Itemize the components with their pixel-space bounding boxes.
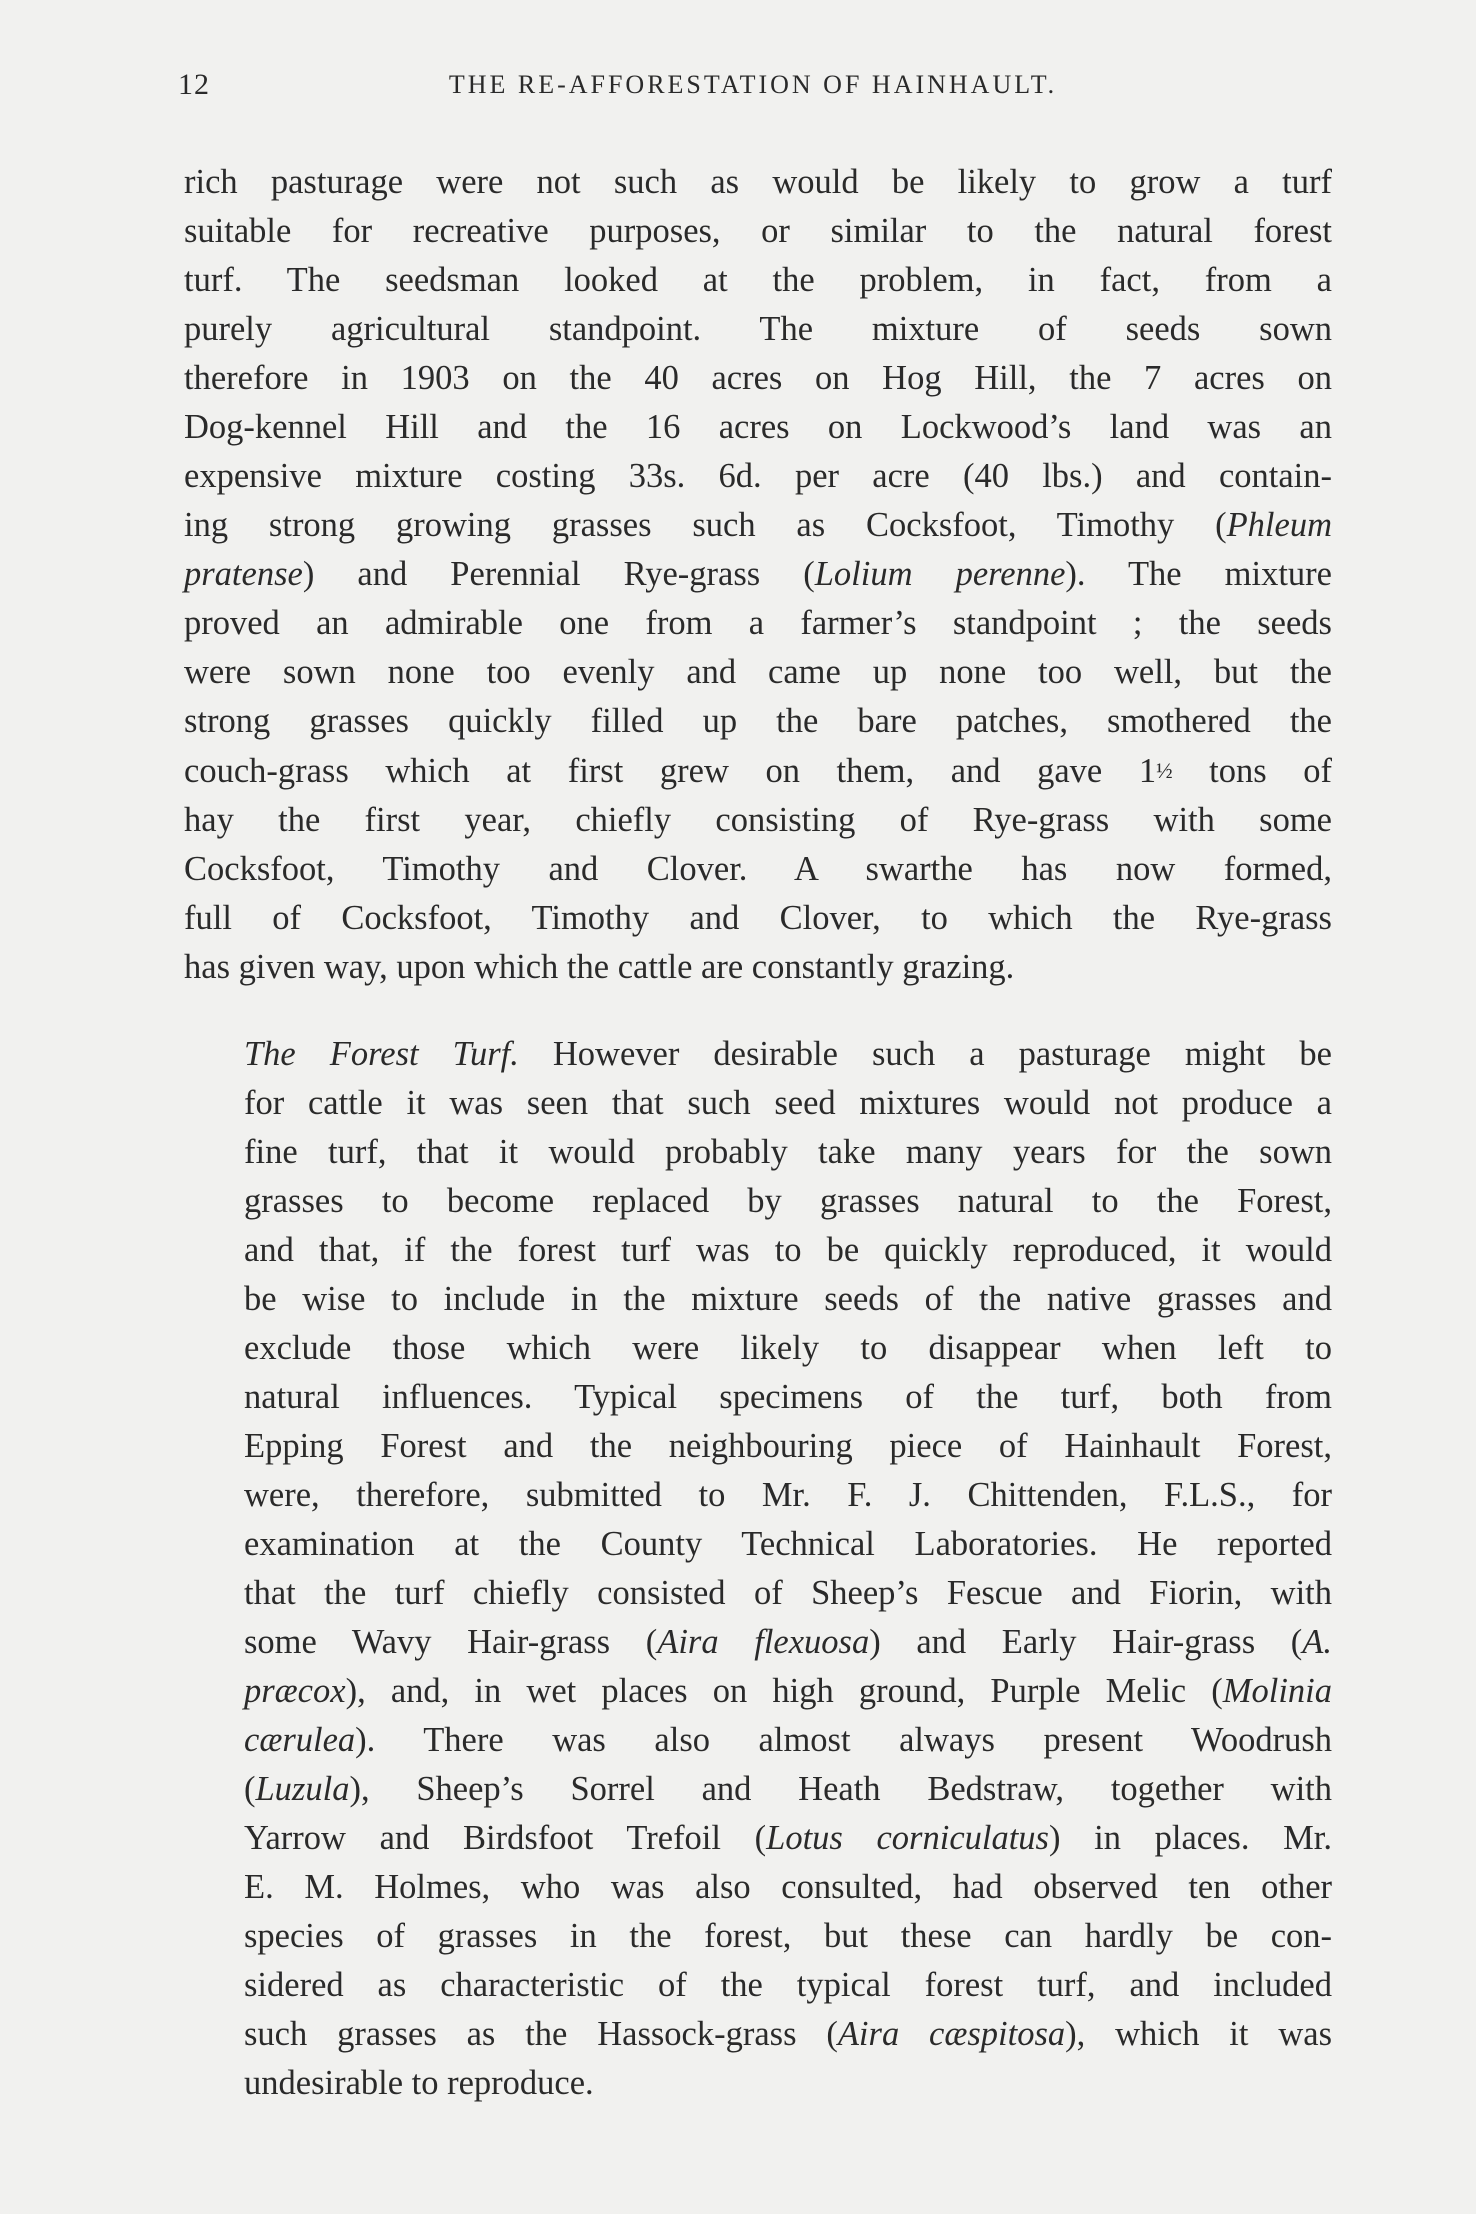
paragraph-pasturage [184,158,1332,992]
latin-name: Phleum [1226,506,1332,544]
running-title: THE RE-AFFORESTATION OF HAINHAULT. [448,70,1058,99]
text-line: purely agricultural standpoint. The mixture of seeds sown [184,310,1332,348]
text-line: sidered as characteristic of the typical forest turf, and included [244,1966,1332,2004]
text-line: cærulea). There was also almost always present Woodrush [244,1721,1332,1759]
text-line: were sown none too evenly and came up none too well, but the [184,653,1332,691]
text-line: for cattle it was seen that such seed mixtures would not produce a [244,1084,1332,1122]
text-line: exclude those which were likely to disappear when left to [244,1329,1332,1367]
section-heading: The Forest Turf. [244,1035,519,1073]
running-head [178,68,1328,108]
text-line: suitable for recreative purposes, or similar to the natural forest [184,212,1332,250]
latin-name: Lotus corniculatus [766,1819,1049,1857]
text-line: species of grasses in the forest, but these can hardly be con- [244,1917,1332,1955]
text-line: grasses to become replaced by grasses natural to the Forest, [244,1182,1332,1220]
latin-name: Molinia [1222,1672,1332,1710]
text-line: E. M. Holmes, who was also consulted, had observed ten other [244,1868,1332,1906]
text-line: and that, if the forest turf was to be quickly reproduced, it would [244,1231,1332,1269]
text-line: proved an admirable one from a farmer’s standpoint ; the seeds [184,604,1332,642]
text-line: some Wavy Hair-grass (Aira flexuosa) and Early Hair-grass (A. [244,1623,1332,1661]
text-line: strong grasses quickly filled up the bare patches, smothered the [184,702,1332,740]
text-line: undesirable to reproduce. [244,2064,594,2102]
text-line: Yarrow and Birdsfoot Trefoil (Lotus corniculatus) in places. Mr. [244,1819,1332,1857]
latin-name: Lolium perenne [814,555,1066,593]
latin-name: Aira cæspitosa [837,2015,1066,2053]
text-line: hay the first year, chiefly consisting of Rye-grass with some [184,801,1332,839]
text-line: Epping Forest and the neighbouring piece of Hainhault Forest, [244,1427,1332,1465]
latin-name: præcox [244,1672,346,1710]
text-line: expensive mixture costing 33s. 6d. per acre (40 lbs.) and contain- [184,457,1332,495]
text-line: præcox), and, in wet places on high ground, Purple Melic (Molinia [244,1672,1332,1710]
latin-name: Aira flexuosa [657,1623,870,1661]
latin-name: A. [1302,1623,1332,1661]
latin-name: pratense [184,555,303,593]
text-line: couch-grass which at first grew on them, and gave 1½ tons of [184,752,1332,790]
text-line: full of Cocksfoot, Timothy and Clover, to which the Rye-grass [184,899,1332,937]
text-line: Dog-kennel Hill and the 16 acres on Lockwood’s land was an [184,408,1332,446]
text-line: were, therefore, submitted to Mr. F. J. Chittenden, F.L.S., for [244,1476,1332,1514]
text-line: fine turf, that it would probably take many years for the sown [244,1133,1332,1171]
text-line: be wise to include in the mixture seeds of the native grasses and [244,1280,1332,1318]
text-line: rich pasturage were not such as would be likely to grow a turf [184,163,1332,201]
page-number: 12 [178,68,210,101]
text-line: therefore in 1903 on the 40 acres on Hog Hill, the 7 acres on [184,359,1332,397]
text-line: ing strong growing grasses such as Cocksfoot, Timothy (Phleum [184,506,1332,544]
text-line: examination at the County Technical Laboratories. He reported [244,1525,1332,1563]
text-line: such grasses as the Hassock-grass (Aira cæspitosa), which it was [244,2015,1332,2053]
text-line: that the turf chiefly consisted of Sheep’s Fescue and Fiorin, with [244,1574,1332,1612]
paragraph-forest-turf [184,1030,1332,2108]
text-line: The Forest Turf. However desirable such a pasturage might be [244,1035,1332,1073]
latin-name: Luzula [255,1770,350,1808]
text-line: (Luzula), Sheep’s Sorrel and Heath Bedstraw, together with [244,1770,1332,1808]
latin-name: cærulea [244,1721,356,1759]
fraction: ½ [1156,758,1173,783]
text-line: Cocksfoot, Timothy and Clover. A swarthe has now formed, [184,850,1332,888]
text-line: turf. The seedsman looked at the problem, in fact, from a [184,261,1332,299]
text-line: has given way, upon which the cattle are constantly grazing. [184,948,1015,986]
text-line: pratense) and Perennial Rye-grass (Lolium perenne). The mixture [184,555,1332,593]
text-line: natural influences. Typical specimens of the turf, both from [244,1378,1332,1416]
